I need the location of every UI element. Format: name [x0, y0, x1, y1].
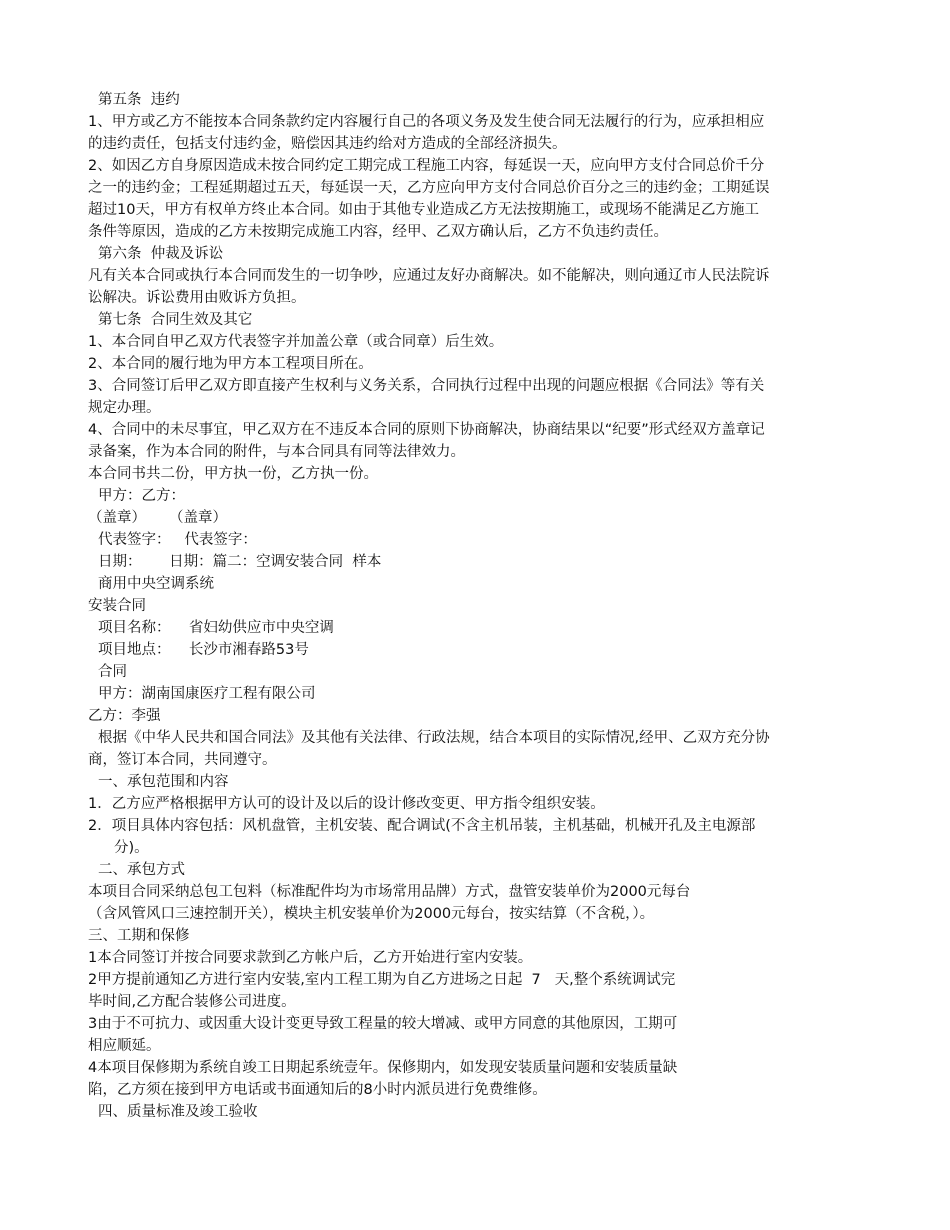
- text-line: 乙方：李强: [88, 708, 161, 724]
- text-line: 合同: [98, 664, 127, 680]
- text-line: 4本项目保修期为系统自竣工日期起系统壹年。保修期内，如发现安装质量问题和安装质量缺: [88, 1060, 678, 1076]
- text-line: 第六条 仲裁及诉讼: [98, 246, 224, 262]
- text-line: 2．项目具体内容包括：风机盘管，主机安装、配合调试(不含主机吊装，主机基础，机械开孔及主电源部: [88, 818, 756, 834]
- text-line: 根据《中华人民共和国合同法》及其他有关法律、行政法规，结合本项目的实际情况,经甲、乙双方充分协: [98, 730, 770, 746]
- text-line: （含风管风口三速控制开关），模块主机安装单价为2000元每台，按实结算（不含税，）。: [88, 906, 655, 922]
- text-line: 一、承包范围和内容: [98, 774, 229, 790]
- text-line: 超过10天，甲方有权单方终止本合同。如由于其他专业造成乙方无法按期施工，或现场不能满足乙方施工: [88, 202, 759, 218]
- text-line: 3由于不可抗力、或因重大设计变更导致工程量的较大增减、或甲方同意的其他原因，工期可: [88, 1016, 678, 1032]
- text-line: 录备案，作为本合同的附件，与本合同具有同等法律效力。: [88, 444, 465, 460]
- text-line: 本项目合同采纳总包工包料（标准配件均为市场常用品牌）方式，盘管安装单价为2000元每台: [88, 884, 691, 900]
- text-line: 毕时间,乙方配合装修公司进度。: [88, 994, 296, 1010]
- text-line: 1．乙方应严格根据甲方认可的设计及以后的设计修改变更、甲方指令组织安装。: [88, 796, 605, 812]
- text-line: 二、承包方式: [98, 862, 185, 878]
- text-line: 三、工期和保修: [88, 928, 190, 944]
- text-line: 规定办理。: [88, 400, 161, 416]
- text-line: 相应顺延。: [88, 1038, 161, 1054]
- text-line: 1本合同签订并按合同要求款到乙方帐户后，乙方开始进行室内安装。: [88, 950, 533, 966]
- text-line: 安装合同: [88, 598, 146, 614]
- text-line: 陷，乙方须在接到甲方电话或书面通知后的8小时内派员进行免费维修。: [88, 1082, 547, 1098]
- text-line: 2甲方提前通知乙方进行室内安装,室内工程工期为自乙方进场之日起 7 天,整个系统调试完: [88, 972, 676, 988]
- text-line: 2、如因乙方自身原因造成未按合同约定工期完成工程施工内容，每延误一天，应向甲方支付合同总价千分: [88, 158, 765, 174]
- text-line: 四、质量标准及竣工验收: [98, 1104, 258, 1120]
- text-line: 项目地点： 长沙市湘春路53号: [98, 642, 309, 658]
- text-line: 4、合同中的未尽事宜，甲乙双方在不违反本合同的原则下协商解决，协商结果以“纪要”形式经双方盖章记: [88, 422, 765, 438]
- text-line: 的违约责任，包括支付违约金，赔偿因其违约给对方造成的全部经济损失。: [88, 136, 567, 152]
- text-line: 1、本合同自甲乙双方代表签字并加盖公章（或合同章）后生效。: [88, 334, 504, 350]
- document-page: [88, 89, 863, 1123]
- text-line: 甲方：乙方：: [98, 488, 185, 504]
- text-line: 之一的违约金；工程延期超过五天，每延误一天，乙方应向甲方支付合同总价百分之三的违约金；工期延误: [88, 180, 770, 196]
- text-line: 第五条 违约: [98, 92, 180, 108]
- text-line: 项目名称： 省妇幼供应市中央空调: [98, 620, 334, 636]
- text-line: 甲方：湖南国康医疗工程有限公司: [98, 686, 316, 702]
- text-line: 日期： 日期：篇二：空调安装合同 样本: [98, 554, 382, 570]
- text-line: 讼解决。诉讼费用由败诉方负担。: [88, 290, 306, 306]
- text-line: 条件等原因，造成的乙方未按期完成施工内容，经甲、乙双方确认后，乙方不负违约责任。: [88, 224, 668, 240]
- text-line: 商用中央空调系统: [98, 576, 214, 592]
- text-line: 分)。: [114, 840, 149, 856]
- text-line: 本合同书共二份，甲方执一份，乙方执一份。: [88, 466, 378, 482]
- text-line: （盖章） （盖章）: [88, 510, 228, 526]
- text-line: 3、合同签订后甲乙双方即直接产生权利与义务关系，合同执行过程中出现的问题应根据《合同法》等有关: [88, 378, 765, 394]
- text-line: 第七条 合同生效及其它: [98, 312, 253, 328]
- text-line: 商，签订本合同，共同遵守。: [88, 752, 277, 768]
- text-line: 代表签字： 代表签字：: [98, 532, 257, 548]
- text-line: 1、甲方或乙方不能按本合同条款约定内容履行自己的各项义务及发生使合同无法履行的行为，应承担相应: [88, 114, 765, 130]
- text-line: 凡有关本合同或执行本合同而发生的一切争吵，应通过友好办商解决。如不能解决，则向通辽市人民法院诉: [88, 268, 770, 284]
- text-line: 2、本合同的履行地为甲方本工程项目所在。: [88, 356, 373, 372]
